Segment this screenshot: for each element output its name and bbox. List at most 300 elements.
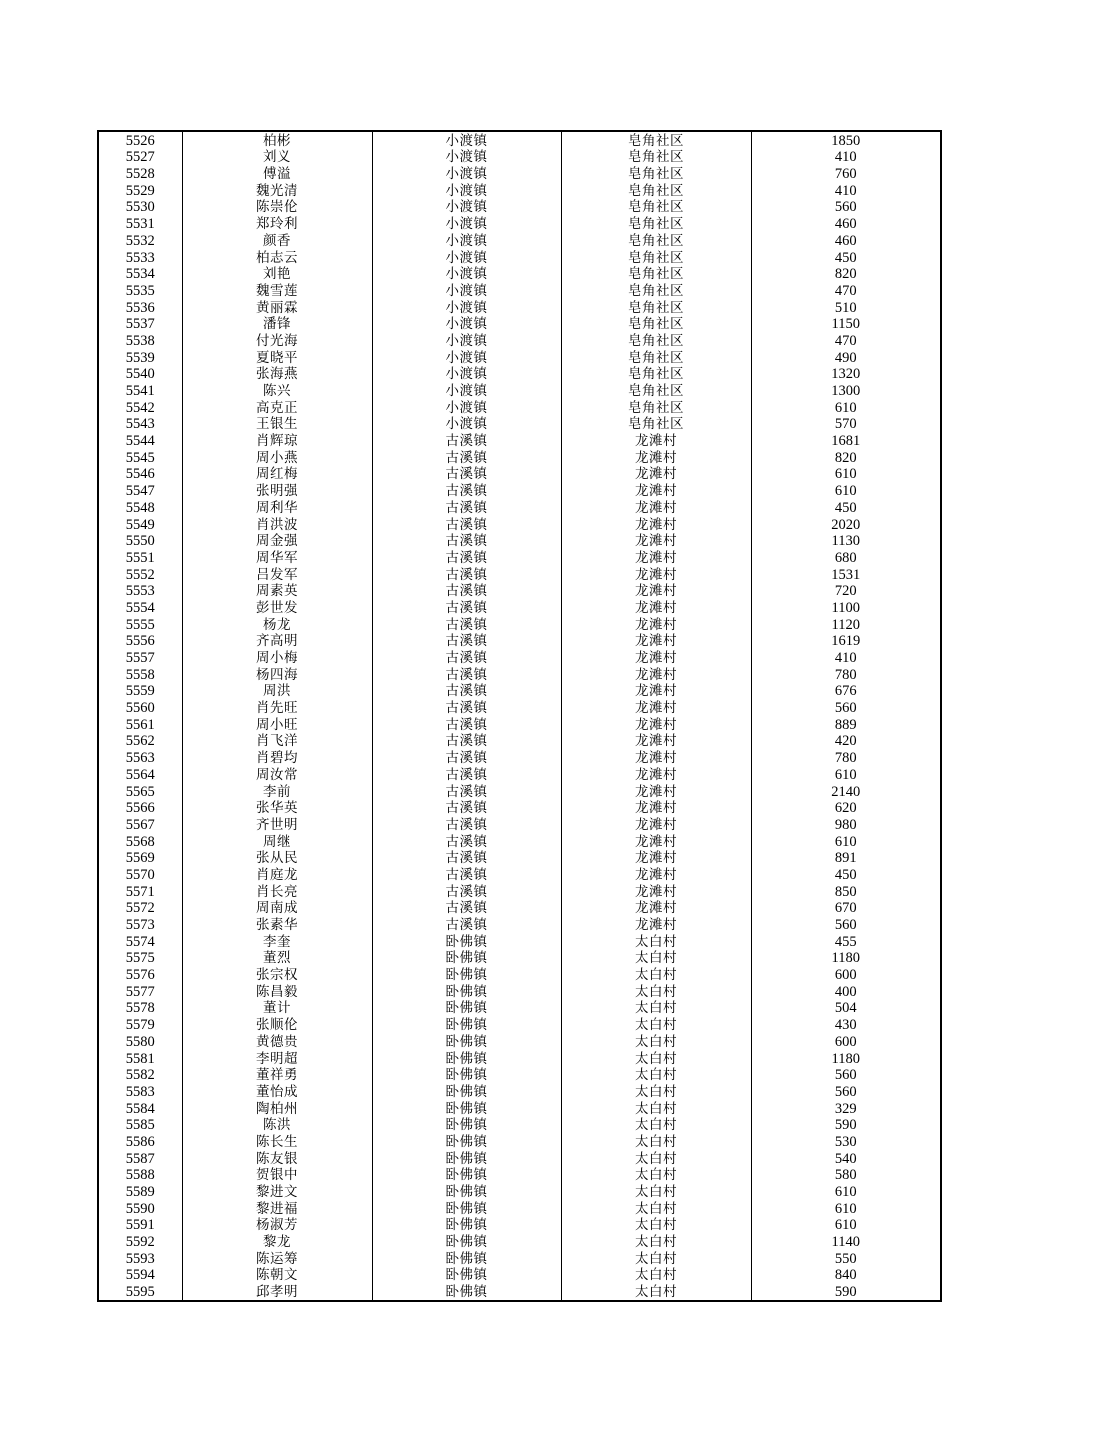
cell-village: 龙滩村 bbox=[561, 699, 751, 716]
cell-amount: 600 bbox=[751, 966, 941, 983]
cell-village: 太白村 bbox=[561, 1150, 751, 1167]
cell-village: 龙滩村 bbox=[561, 916, 751, 933]
table-row bbox=[98, 1250, 941, 1267]
cell-village: 太白村 bbox=[561, 1233, 751, 1250]
cell-town: 古溪镇 bbox=[372, 599, 561, 616]
cell-id: 5574 bbox=[98, 933, 182, 950]
table-row bbox=[98, 1267, 941, 1284]
cell-name: 陈崇伦 bbox=[182, 199, 372, 216]
cell-amount: 400 bbox=[751, 983, 941, 1000]
cell-id: 5572 bbox=[98, 900, 182, 917]
cell-town: 小渡镇 bbox=[372, 165, 561, 182]
table-row bbox=[98, 399, 941, 416]
cell-id: 5540 bbox=[98, 366, 182, 383]
cell-town: 古溪镇 bbox=[372, 466, 561, 483]
cell-id: 5556 bbox=[98, 633, 182, 650]
cell-id: 5551 bbox=[98, 549, 182, 566]
cell-id: 5571 bbox=[98, 883, 182, 900]
cell-id: 5536 bbox=[98, 299, 182, 316]
cell-town: 古溪镇 bbox=[372, 533, 561, 550]
cell-amount: 410 bbox=[751, 149, 941, 166]
cell-village: 皂角社区 bbox=[561, 316, 751, 333]
cell-village: 皂角社区 bbox=[561, 249, 751, 266]
cell-name: 夏晓平 bbox=[182, 349, 372, 366]
cell-id: 5553 bbox=[98, 583, 182, 600]
cell-id: 5544 bbox=[98, 432, 182, 449]
cell-amount: 329 bbox=[751, 1100, 941, 1117]
cell-id: 5592 bbox=[98, 1233, 182, 1250]
cell-name: 贺银中 bbox=[182, 1167, 372, 1184]
cell-village: 太白村 bbox=[561, 1267, 751, 1284]
cell-name: 周小燕 bbox=[182, 449, 372, 466]
cell-id: 5579 bbox=[98, 1016, 182, 1033]
cell-village: 太白村 bbox=[561, 1217, 751, 1234]
cell-amount: 2020 bbox=[751, 516, 941, 533]
cell-town: 卧佛镇 bbox=[372, 1067, 561, 1084]
cell-village: 太白村 bbox=[561, 966, 751, 983]
table-row bbox=[98, 816, 941, 833]
cell-id: 5575 bbox=[98, 950, 182, 967]
cell-amount: 1180 bbox=[751, 950, 941, 967]
cell-name: 周汝常 bbox=[182, 766, 372, 783]
table-row bbox=[98, 1050, 941, 1067]
cell-town: 卧佛镇 bbox=[372, 1217, 561, 1234]
cell-town: 古溪镇 bbox=[372, 833, 561, 850]
cell-village: 皂角社区 bbox=[561, 282, 751, 299]
cell-village: 太白村 bbox=[561, 983, 751, 1000]
cell-amount: 889 bbox=[751, 716, 941, 733]
cell-name: 张从民 bbox=[182, 850, 372, 867]
cell-amount: 570 bbox=[751, 416, 941, 433]
cell-amount: 450 bbox=[751, 249, 941, 266]
cell-amount: 1619 bbox=[751, 633, 941, 650]
cell-town: 卧佛镇 bbox=[372, 1100, 561, 1117]
cell-id: 5578 bbox=[98, 1000, 182, 1017]
cell-village: 龙滩村 bbox=[561, 900, 751, 917]
cell-id: 5567 bbox=[98, 816, 182, 833]
cell-amount: 780 bbox=[751, 749, 941, 766]
cell-id: 5539 bbox=[98, 349, 182, 366]
table-row bbox=[98, 950, 941, 967]
cell-name: 魏雪莲 bbox=[182, 282, 372, 299]
cell-name: 周继 bbox=[182, 833, 372, 850]
table-row bbox=[98, 783, 941, 800]
cell-id: 5565 bbox=[98, 783, 182, 800]
cell-town: 卧佛镇 bbox=[372, 966, 561, 983]
cell-amount: 720 bbox=[751, 583, 941, 600]
cell-town: 小渡镇 bbox=[372, 182, 561, 199]
cell-village: 龙滩村 bbox=[561, 716, 751, 733]
cell-town: 卧佛镇 bbox=[372, 1083, 561, 1100]
table-row bbox=[98, 182, 941, 199]
cell-name: 董计 bbox=[182, 1000, 372, 1017]
cell-amount: 510 bbox=[751, 299, 941, 316]
cell-id: 5595 bbox=[98, 1283, 182, 1301]
cell-town: 卧佛镇 bbox=[372, 1267, 561, 1284]
cell-amount: 460 bbox=[751, 232, 941, 249]
cell-amount: 580 bbox=[751, 1167, 941, 1184]
cell-town: 卧佛镇 bbox=[372, 1033, 561, 1050]
cell-amount: 610 bbox=[751, 1183, 941, 1200]
cell-amount: 1100 bbox=[751, 599, 941, 616]
cell-name: 肖辉琼 bbox=[182, 432, 372, 449]
cell-id: 5528 bbox=[98, 165, 182, 182]
cell-name: 黎龙 bbox=[182, 1233, 372, 1250]
cell-name: 颜香 bbox=[182, 232, 372, 249]
cell-id: 5533 bbox=[98, 249, 182, 266]
cell-village: 龙滩村 bbox=[561, 482, 751, 499]
cell-name: 张宗权 bbox=[182, 966, 372, 983]
cell-name: 李明超 bbox=[182, 1050, 372, 1067]
cell-name: 杨淑芳 bbox=[182, 1217, 372, 1234]
cell-id: 5541 bbox=[98, 382, 182, 399]
cell-town: 卧佛镇 bbox=[372, 1150, 561, 1167]
cell-id: 5593 bbox=[98, 1250, 182, 1267]
cell-village: 皂角社区 bbox=[561, 399, 751, 416]
table-row bbox=[98, 933, 941, 950]
cell-amount: 1850 bbox=[751, 131, 941, 149]
cell-village: 皂角社区 bbox=[561, 332, 751, 349]
table-row bbox=[98, 432, 941, 449]
cell-village: 龙滩村 bbox=[561, 783, 751, 800]
cell-town: 小渡镇 bbox=[372, 349, 561, 366]
cell-village: 太白村 bbox=[561, 1283, 751, 1301]
cell-name: 张海燕 bbox=[182, 366, 372, 383]
cell-town: 古溪镇 bbox=[372, 666, 561, 683]
cell-village: 太白村 bbox=[561, 1183, 751, 1200]
cell-village: 龙滩村 bbox=[561, 883, 751, 900]
table-row bbox=[98, 1200, 941, 1217]
table-row bbox=[98, 232, 941, 249]
cell-id: 5577 bbox=[98, 983, 182, 1000]
cell-village: 太白村 bbox=[561, 1016, 751, 1033]
cell-id: 5569 bbox=[98, 850, 182, 867]
cell-name: 周南成 bbox=[182, 900, 372, 917]
cell-town: 小渡镇 bbox=[372, 282, 561, 299]
table-row bbox=[98, 1183, 941, 1200]
cell-name: 肖碧均 bbox=[182, 749, 372, 766]
cell-name: 张华英 bbox=[182, 800, 372, 817]
cell-id: 5549 bbox=[98, 516, 182, 533]
table-row bbox=[98, 215, 941, 232]
cell-village: 太白村 bbox=[561, 1033, 751, 1050]
cell-amount: 850 bbox=[751, 883, 941, 900]
cell-id: 5527 bbox=[98, 149, 182, 166]
cell-village: 龙滩村 bbox=[561, 533, 751, 550]
cell-town: 古溪镇 bbox=[372, 549, 561, 566]
cell-amount: 676 bbox=[751, 683, 941, 700]
cell-amount: 560 bbox=[751, 1083, 941, 1100]
cell-id: 5532 bbox=[98, 232, 182, 249]
cell-town: 小渡镇 bbox=[372, 316, 561, 333]
cell-amount: 980 bbox=[751, 816, 941, 833]
cell-village: 龙滩村 bbox=[561, 850, 751, 867]
cell-amount: 450 bbox=[751, 866, 941, 883]
table-row bbox=[98, 466, 941, 483]
cell-id: 5538 bbox=[98, 332, 182, 349]
cell-town: 小渡镇 bbox=[372, 131, 561, 149]
data-table bbox=[97, 130, 942, 1302]
cell-name: 李前 bbox=[182, 783, 372, 800]
cell-town: 卧佛镇 bbox=[372, 1016, 561, 1033]
cell-amount: 680 bbox=[751, 549, 941, 566]
table-row bbox=[98, 883, 941, 900]
cell-town: 古溪镇 bbox=[372, 699, 561, 716]
cell-id: 5562 bbox=[98, 733, 182, 750]
cell-village: 皂角社区 bbox=[561, 165, 751, 182]
cell-amount: 610 bbox=[751, 833, 941, 850]
cell-name: 肖先旺 bbox=[182, 699, 372, 716]
cell-name: 柏彬 bbox=[182, 131, 372, 149]
cell-village: 龙滩村 bbox=[561, 566, 751, 583]
cell-town: 古溪镇 bbox=[372, 749, 561, 766]
table-row bbox=[98, 566, 941, 583]
cell-town: 古溪镇 bbox=[372, 900, 561, 917]
cell-amount: 560 bbox=[751, 916, 941, 933]
table-row bbox=[98, 249, 941, 266]
table-row bbox=[98, 1167, 941, 1184]
cell-name: 陈友银 bbox=[182, 1150, 372, 1167]
cell-village: 龙滩村 bbox=[561, 616, 751, 633]
cell-amount: 420 bbox=[751, 733, 941, 750]
cell-name: 董怡成 bbox=[182, 1083, 372, 1100]
cell-village: 皂角社区 bbox=[561, 349, 751, 366]
cell-town: 小渡镇 bbox=[372, 416, 561, 433]
cell-id: 5537 bbox=[98, 316, 182, 333]
cell-amount: 460 bbox=[751, 215, 941, 232]
table-row bbox=[98, 266, 941, 283]
cell-village: 皂角社区 bbox=[561, 299, 751, 316]
cell-id: 5542 bbox=[98, 399, 182, 416]
table-row bbox=[98, 749, 941, 766]
cell-town: 古溪镇 bbox=[372, 566, 561, 583]
cell-amount: 891 bbox=[751, 850, 941, 867]
cell-town: 小渡镇 bbox=[372, 332, 561, 349]
cell-amount: 455 bbox=[751, 933, 941, 950]
table-row bbox=[98, 616, 941, 633]
table-row bbox=[98, 1283, 941, 1301]
cell-id: 5587 bbox=[98, 1150, 182, 1167]
cell-amount: 590 bbox=[751, 1117, 941, 1134]
table-row bbox=[98, 1000, 941, 1017]
cell-town: 古溪镇 bbox=[372, 482, 561, 499]
cell-town: 古溪镇 bbox=[372, 800, 561, 817]
cell-name: 傅溢 bbox=[182, 165, 372, 182]
cell-name: 陈运筹 bbox=[182, 1250, 372, 1267]
cell-town: 卧佛镇 bbox=[372, 1117, 561, 1134]
cell-village: 龙滩村 bbox=[561, 499, 751, 516]
table-row bbox=[98, 165, 941, 182]
cell-name: 周小梅 bbox=[182, 649, 372, 666]
cell-id: 5570 bbox=[98, 866, 182, 883]
cell-id: 5543 bbox=[98, 416, 182, 433]
cell-town: 古溪镇 bbox=[372, 649, 561, 666]
cell-village: 龙滩村 bbox=[561, 432, 751, 449]
cell-id: 5559 bbox=[98, 683, 182, 700]
cell-name: 周洪 bbox=[182, 683, 372, 700]
cell-town: 古溪镇 bbox=[372, 916, 561, 933]
cell-town: 古溪镇 bbox=[372, 499, 561, 516]
cell-name: 潘锋 bbox=[182, 316, 372, 333]
cell-name: 周红梅 bbox=[182, 466, 372, 483]
cell-name: 张顺伦 bbox=[182, 1016, 372, 1033]
cell-town: 古溪镇 bbox=[372, 733, 561, 750]
cell-village: 皂角社区 bbox=[561, 382, 751, 399]
table-row bbox=[98, 1217, 941, 1234]
cell-village: 太白村 bbox=[561, 1050, 751, 1067]
cell-id: 5550 bbox=[98, 533, 182, 550]
cell-village: 龙滩村 bbox=[561, 800, 751, 817]
table-row bbox=[98, 449, 941, 466]
cell-amount: 1150 bbox=[751, 316, 941, 333]
cell-village: 太白村 bbox=[561, 1200, 751, 1217]
cell-amount: 490 bbox=[751, 349, 941, 366]
cell-village: 龙滩村 bbox=[561, 649, 751, 666]
cell-amount: 610 bbox=[751, 1217, 941, 1234]
cell-name: 吕发军 bbox=[182, 566, 372, 583]
cell-village: 龙滩村 bbox=[561, 683, 751, 700]
cell-id: 5582 bbox=[98, 1067, 182, 1084]
cell-town: 卧佛镇 bbox=[372, 950, 561, 967]
cell-id: 5545 bbox=[98, 449, 182, 466]
cell-amount: 470 bbox=[751, 332, 941, 349]
table-row bbox=[98, 1233, 941, 1250]
cell-id: 5552 bbox=[98, 566, 182, 583]
cell-village: 太白村 bbox=[561, 1083, 751, 1100]
cell-amount: 590 bbox=[751, 1283, 941, 1301]
table-row bbox=[98, 699, 941, 716]
cell-village: 皂角社区 bbox=[561, 266, 751, 283]
cell-name: 黎进文 bbox=[182, 1183, 372, 1200]
cell-town: 卧佛镇 bbox=[372, 1183, 561, 1200]
table-row bbox=[98, 1150, 941, 1167]
cell-village: 太白村 bbox=[561, 1117, 751, 1134]
cell-town: 小渡镇 bbox=[372, 249, 561, 266]
cell-amount: 760 bbox=[751, 165, 941, 182]
cell-amount: 1180 bbox=[751, 1050, 941, 1067]
cell-amount: 620 bbox=[751, 800, 941, 817]
cell-name: 黄德贵 bbox=[182, 1033, 372, 1050]
cell-town: 古溪镇 bbox=[372, 616, 561, 633]
cell-town: 古溪镇 bbox=[372, 516, 561, 533]
cell-id: 5558 bbox=[98, 666, 182, 683]
cell-village: 龙滩村 bbox=[561, 833, 751, 850]
table-row bbox=[98, 199, 941, 216]
cell-town: 古溪镇 bbox=[372, 583, 561, 600]
cell-village: 龙滩村 bbox=[561, 466, 751, 483]
table-row bbox=[98, 983, 941, 1000]
cell-village: 龙滩村 bbox=[561, 866, 751, 883]
table-row bbox=[98, 583, 941, 600]
cell-amount: 1120 bbox=[751, 616, 941, 633]
cell-village: 皂角社区 bbox=[561, 366, 751, 383]
table-row bbox=[98, 833, 941, 850]
cell-id: 5526 bbox=[98, 131, 182, 149]
cell-id: 5557 bbox=[98, 649, 182, 666]
cell-name: 张素华 bbox=[182, 916, 372, 933]
cell-name: 王银生 bbox=[182, 416, 372, 433]
table-row bbox=[98, 549, 941, 566]
cell-name: 陶柏州 bbox=[182, 1100, 372, 1117]
cell-village: 龙滩村 bbox=[561, 666, 751, 683]
table-row bbox=[98, 1033, 941, 1050]
cell-town: 古溪镇 bbox=[372, 449, 561, 466]
cell-id: 5529 bbox=[98, 182, 182, 199]
cell-id: 5588 bbox=[98, 1167, 182, 1184]
cell-town: 卧佛镇 bbox=[372, 1200, 561, 1217]
table-row bbox=[98, 149, 941, 166]
table-row bbox=[98, 1083, 941, 1100]
cell-name: 陈洪 bbox=[182, 1117, 372, 1134]
cell-amount: 780 bbox=[751, 666, 941, 683]
table-row bbox=[98, 416, 941, 433]
cell-village: 龙滩村 bbox=[561, 633, 751, 650]
cell-amount: 410 bbox=[751, 182, 941, 199]
cell-name: 周华军 bbox=[182, 549, 372, 566]
cell-amount: 470 bbox=[751, 282, 941, 299]
cell-id: 5535 bbox=[98, 282, 182, 299]
cell-amount: 840 bbox=[751, 1267, 941, 1284]
table-row bbox=[98, 1067, 941, 1084]
cell-village: 龙滩村 bbox=[561, 516, 751, 533]
cell-id: 5580 bbox=[98, 1033, 182, 1050]
cell-amount: 560 bbox=[751, 699, 941, 716]
cell-name: 杨四海 bbox=[182, 666, 372, 683]
cell-village: 皂角社区 bbox=[561, 416, 751, 433]
cell-name: 刘艳 bbox=[182, 266, 372, 283]
cell-name: 陈朝文 bbox=[182, 1267, 372, 1284]
cell-village: 皂角社区 bbox=[561, 182, 751, 199]
cell-id: 5576 bbox=[98, 966, 182, 983]
cell-id: 5581 bbox=[98, 1050, 182, 1067]
cell-amount: 540 bbox=[751, 1150, 941, 1167]
cell-name: 肖洪波 bbox=[182, 516, 372, 533]
table-row bbox=[98, 366, 941, 383]
table-row bbox=[98, 332, 941, 349]
cell-amount: 610 bbox=[751, 466, 941, 483]
cell-amount: 1320 bbox=[751, 366, 941, 383]
cell-id: 5584 bbox=[98, 1100, 182, 1117]
table-row bbox=[98, 683, 941, 700]
cell-id: 5561 bbox=[98, 716, 182, 733]
cell-village: 皂角社区 bbox=[561, 131, 751, 149]
table-row bbox=[98, 766, 941, 783]
table-row bbox=[98, 850, 941, 867]
cell-id: 5547 bbox=[98, 482, 182, 499]
cell-town: 卧佛镇 bbox=[372, 1283, 561, 1301]
cell-town: 古溪镇 bbox=[372, 866, 561, 883]
cell-amount: 610 bbox=[751, 766, 941, 783]
cell-name: 刘义 bbox=[182, 149, 372, 166]
table-row bbox=[98, 1016, 941, 1033]
table-row bbox=[98, 1117, 941, 1134]
cell-name: 郑玲利 bbox=[182, 215, 372, 232]
table-row bbox=[98, 866, 941, 883]
cell-amount: 1130 bbox=[751, 533, 941, 550]
cell-village: 龙滩村 bbox=[561, 599, 751, 616]
cell-town: 古溪镇 bbox=[372, 766, 561, 783]
cell-amount: 530 bbox=[751, 1133, 941, 1150]
cell-village: 太白村 bbox=[561, 1133, 751, 1150]
cell-amount: 2140 bbox=[751, 783, 941, 800]
cell-village: 太白村 bbox=[561, 1100, 751, 1117]
cell-name: 陈昌毅 bbox=[182, 983, 372, 1000]
cell-name: 齐世明 bbox=[182, 816, 372, 833]
cell-town: 小渡镇 bbox=[372, 299, 561, 316]
cell-town: 古溪镇 bbox=[372, 716, 561, 733]
cell-town: 小渡镇 bbox=[372, 266, 561, 283]
cell-town: 卧佛镇 bbox=[372, 983, 561, 1000]
